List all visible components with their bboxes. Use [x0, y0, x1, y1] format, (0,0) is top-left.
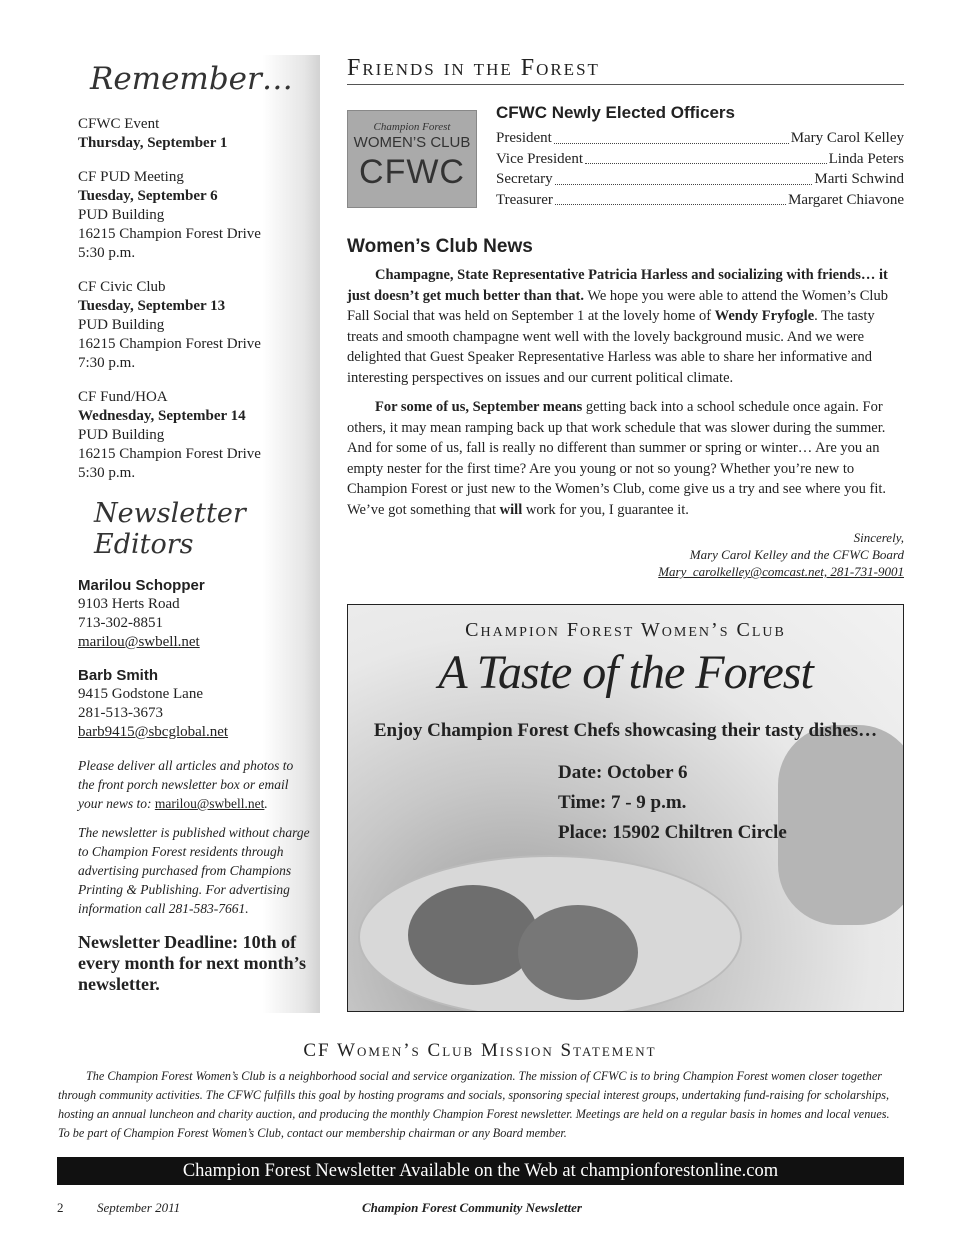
editor-name: Barb Smith [78, 667, 159, 684]
event-date: Thursday, September 1 [78, 135, 228, 151]
event-time: 7:30 p.m. [78, 355, 136, 371]
page-number: 2 [57, 1200, 64, 1215]
sidebar [58, 55, 320, 1013]
event-item [78, 388, 313, 483]
bread-image [778, 725, 904, 925]
taste-of-forest-ad [347, 604, 904, 1012]
event-address: 16215 Champion Forest Drive [78, 446, 261, 462]
newsletter-deadline: Newsletter Deadline: 10th of every month for next month’s newsletter. [78, 932, 306, 994]
lead-in: Champagne, State Representative Patricia Harless and socializing with friends… it just doesn’t get much better than that. [347, 267, 888, 304]
paragraph-text: We hope you were able to attend the Women’s Club Fall Social that was held on September 1 at the lovely home of [347, 287, 888, 324]
event-name: CFWC Event [78, 116, 160, 132]
event-date: Tuesday, September 6 [78, 188, 218, 204]
ad-org: Champion Forest Women’s Club [465, 619, 786, 641]
ad-date: Date: October 6 [558, 762, 688, 783]
leader-dots [585, 149, 827, 165]
sidebar-content [78, 55, 313, 995]
editor-address: 9103 Herts Road [78, 596, 180, 612]
event-time: 5:30 p.m. [78, 465, 136, 481]
sign-closing: Sincerely, [853, 530, 904, 545]
period: . [264, 796, 268, 811]
web-banner[interactable]: Champion Forest Newsletter Available on the Web at championforestonline.com [57, 1157, 904, 1185]
lead-in: For some of us, September means [375, 399, 583, 415]
editor-phone: 713-302-8851 [78, 615, 163, 631]
publication-note: The newsletter is published without charge to Champion Forest residents through advertising purchased from Champions Printing & Publishing. For advertising information call 281-583-7661. [78, 825, 310, 916]
signature [347, 529, 904, 580]
leader-dots [555, 190, 786, 206]
news-article [347, 265, 904, 580]
leader-dots [554, 128, 789, 144]
ad-tagline: Enjoy Champion Forest Chefs showcasing their tasty dishes… [373, 720, 878, 741]
officer-name: Mary Carol Kelley [790, 130, 904, 146]
editor-contact [78, 666, 313, 742]
editor-email-link[interactable]: barb9415@sbcglobal.net [78, 724, 229, 740]
event-date: Wednesday, September 14 [78, 408, 246, 424]
news-paragraph [347, 397, 904, 520]
logo-line: Champion Forest [373, 121, 451, 133]
event-location: PUD Building [78, 317, 165, 333]
event-name: CF PUD Meeting [78, 169, 184, 185]
officer-row [496, 169, 904, 190]
event-name: CF Fund/HOA [78, 389, 168, 405]
officer-row [496, 149, 904, 170]
delivery-email-link[interactable]: marilou@swbell.net [154, 796, 265, 811]
editor-phone: 281-513-3673 [78, 705, 163, 721]
ad-details [558, 758, 787, 848]
logo-line: WOMEN’S CLUB [353, 134, 471, 151]
officer-role: Vice President [496, 150, 583, 167]
editor-contact [78, 576, 313, 652]
event-address: 16215 Champion Forest Drive [78, 336, 261, 352]
footer-publication: Champion Forest Community Newsletter [362, 1200, 582, 1215]
footer-date: September 2011 [97, 1200, 181, 1215]
event-name: CF Civic Club [78, 279, 166, 295]
ad-time: Time: 7 - 9 p.m. [558, 792, 687, 813]
officer-name: Marti Schwind [814, 171, 904, 187]
event-location: PUD Building [78, 427, 165, 443]
news-title: Women’s Club News [347, 236, 533, 257]
officer-name: Linda Peters [828, 150, 904, 167]
event-item [78, 115, 313, 153]
editor-email-link[interactable]: marilou@swbell.net [78, 634, 200, 650]
delivery-note-text: Please deliver all articles and photos to the front porch newsletter box or email your news to: [78, 758, 294, 811]
paragraph-text: . The tasty treats and smooth champagne went well with the lovely background music. And we were delighted that Guest Speaker Representative Harless was able to share her informative and interesting perspectives on issues and our current political climate. [347, 308, 875, 386]
ad-title: A Taste of the Forest [438, 646, 813, 699]
leader-dots [555, 169, 813, 185]
host-name: Wendy Fryfogle [714, 308, 815, 324]
remember-title: Remember… [90, 61, 293, 97]
event-time: 5:30 p.m. [78, 245, 136, 261]
officer-role: President [496, 130, 552, 146]
officer-role: Secretary [496, 171, 553, 187]
emphasis: will [499, 501, 523, 518]
news-paragraph [347, 265, 904, 388]
sign-name: Mary Carol Kelley and the CFWC Board [689, 547, 904, 562]
mission-title: CF Women’s Club Mission Statement [303, 1040, 657, 1061]
event-location: PUD Building [78, 207, 165, 223]
editor-address: 9415 Godstone Lane [78, 686, 203, 702]
section-title: Friends in the Forest [347, 55, 904, 85]
paragraph-text: work for you, I guarantee it. [522, 501, 689, 518]
officer-name: Margaret Chiavone [788, 191, 904, 208]
officer-row [496, 190, 904, 211]
main-column [347, 55, 904, 579]
sign-contact-link[interactable]: Mary_carolkelley@comcast.net, 281-731-9001 [658, 564, 904, 579]
editor-name: Marilou Schopper [78, 577, 205, 594]
delivery-note [78, 756, 313, 813]
officers-list [496, 103, 904, 210]
officer-row [496, 128, 904, 149]
ad-place: Place: 15902 Chiltren Circle [558, 822, 787, 843]
logo-line: CFWC [359, 153, 465, 191]
roast-chicken-image [518, 905, 638, 1000]
paragraph-text: getting back into a school schedule once again. For others, it may mean ramping back up that work schedule that was slower during the summer. And for some of us, fall is really no different than summer or spring or winter… Are you an empty nester for the first time? Are you young or not so young? Whether you’re new to Champion Forest or just new to the Women’s Club, come give us a try and see where you fit. We’ve got something that [347, 399, 886, 518]
cfwc-logo [347, 110, 477, 208]
event-item [78, 278, 313, 373]
mission-text: The Champion Forest Women’s Club is a neighborhood social and service organization. The mission of CFWC is to bring Champion Forest women closer together through community activities. The CFWC fulfills this goal by hosting programs and socials, sponsoring special interest groups, undertaking fund-raising for scholarships, hosting an annual luncheon and charity auction, and producing the monthly Champion Forest newsletter. Meetings are held on a regular basis in homes and local venues. To be part of Champion Forest Women’s Club, contact our membership chairman or any Board member. [58, 1069, 890, 1140]
roast-chicken-image [408, 885, 538, 985]
event-address: 16215 Champion Forest Drive [78, 226, 261, 242]
editors-title: Newsletter Editors [94, 498, 246, 560]
officer-role: Treasurer [496, 191, 553, 208]
event-item [78, 168, 313, 263]
officers-title: CFWC Newly Elected Officers [496, 103, 736, 122]
event-date: Tuesday, September 13 [78, 298, 226, 314]
